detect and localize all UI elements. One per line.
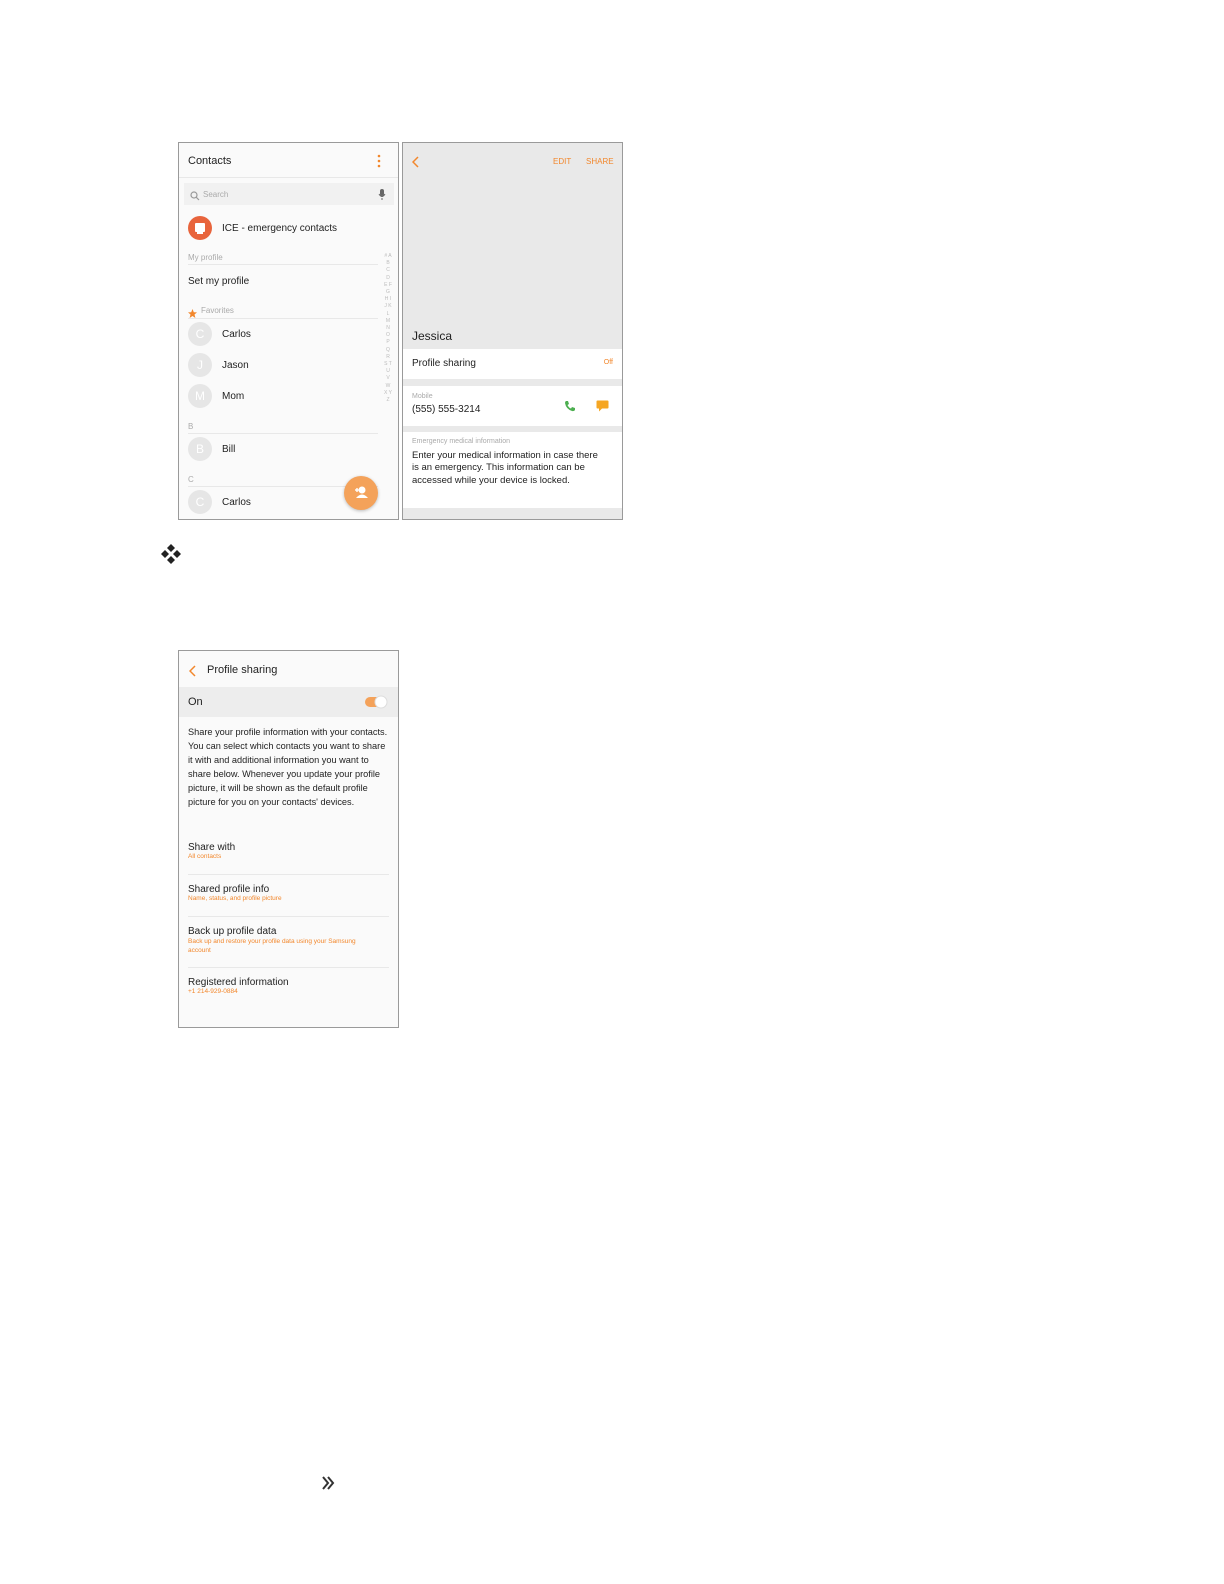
my-profile-header: My profile — [188, 253, 223, 262]
search-input[interactable]: Search — [203, 190, 229, 199]
avatar: B — [188, 437, 212, 461]
add-contact-button[interactable] — [344, 476, 378, 510]
mobile-row[interactable] — [403, 386, 622, 426]
profile-sharing-screenshot — [178, 650, 399, 1028]
emergency-info-card[interactable] — [403, 432, 622, 508]
contact-name: Jessica — [412, 329, 453, 343]
item-subtitle: Name, status, and profile picture — [188, 895, 282, 902]
item-title: Back up profile data — [188, 926, 277, 937]
search-bar[interactable] — [184, 183, 394, 205]
ice-icon — [188, 216, 212, 240]
four-diamond-bullet-icon — [160, 543, 182, 570]
settings-item-registered-information[interactable] — [188, 977, 392, 995]
page-title: Contacts — [188, 155, 232, 167]
item-subtitle: All contacts — [188, 853, 222, 860]
double-chevron-right-icon — [321, 1475, 335, 1496]
mobile-label: Mobile — [412, 393, 433, 400]
profile-sharing-value: Off — [603, 359, 613, 366]
profile-sharing-row[interactable] — [403, 349, 622, 379]
item-title: Registered information — [188, 977, 289, 988]
mobile-number: (555) 555-3214 — [412, 404, 481, 415]
list-item[interactable]: Carlos — [222, 497, 251, 508]
ice-emergency-contacts[interactable]: ICE - emergency contacts — [222, 223, 338, 234]
on-toggle-switch[interactable] — [365, 695, 389, 714]
avatar: C — [188, 490, 212, 514]
back-icon[interactable] — [412, 155, 420, 173]
list-item[interactable]: Mom — [222, 391, 245, 402]
favorites-header: Favorites — [201, 306, 234, 315]
edit-button[interactable]: EDIT — [553, 157, 572, 166]
microphone-icon[interactable] — [378, 188, 386, 206]
list-item[interactable]: Jason — [222, 360, 249, 371]
item-subtitle: +1 214-929-0884 — [188, 988, 238, 995]
section-letter: C — [188, 475, 194, 484]
emergency-header: Emergency medical information — [412, 438, 511, 445]
avatar: C — [188, 322, 212, 346]
toggle-label: On — [188, 696, 203, 708]
list-item[interactable]: Carlos — [222, 329, 251, 340]
star-icon — [188, 305, 197, 323]
page-title: Profile sharing — [207, 664, 278, 676]
settings-item-back-up-profile-data[interactable] — [188, 926, 368, 955]
alphabet-index-scroller[interactable]: # A B C D E F G H I J K L M N O P Q R S T U V W X Y Z — [384, 253, 392, 404]
settings-item-shared-profile-info[interactable] — [188, 884, 392, 902]
more-options-icon[interactable] — [377, 154, 381, 168]
search-icon — [190, 188, 200, 206]
contacts-screenshot — [178, 142, 399, 520]
master-toggle-row[interactable] — [179, 687, 398, 717]
avatar: M — [188, 384, 212, 408]
phone-icon[interactable] — [564, 399, 576, 417]
item-title: Shared profile info — [188, 884, 270, 895]
back-icon[interactable] — [189, 664, 197, 682]
profile-sharing-label: Profile sharing — [412, 358, 476, 369]
section-letter: B — [188, 422, 194, 431]
emergency-text: Enter your medical information in case there is an emergency. This information can be accessed while your device is locked. — [412, 450, 598, 486]
list-item[interactable]: Bill — [222, 444, 236, 455]
item-title: Share with — [188, 842, 236, 853]
contact-detail-screenshot — [402, 142, 623, 520]
avatar: J — [188, 353, 212, 377]
description-text: Share your profile information with your contacts. You can select which contacts you want to share it with and additional information you want to share below. Whenever you update your profile picture, it will be shown as the default profile picture for you on your contacts' devices. — [188, 727, 388, 807]
set-my-profile[interactable]: Set my profile — [188, 276, 250, 287]
settings-item-share-with[interactable] — [188, 842, 392, 860]
item-subtitle: Back up and restore your profile data using your Samsung account — [188, 938, 356, 954]
message-icon[interactable] — [596, 399, 609, 417]
share-button[interactable]: SHARE — [586, 157, 614, 166]
